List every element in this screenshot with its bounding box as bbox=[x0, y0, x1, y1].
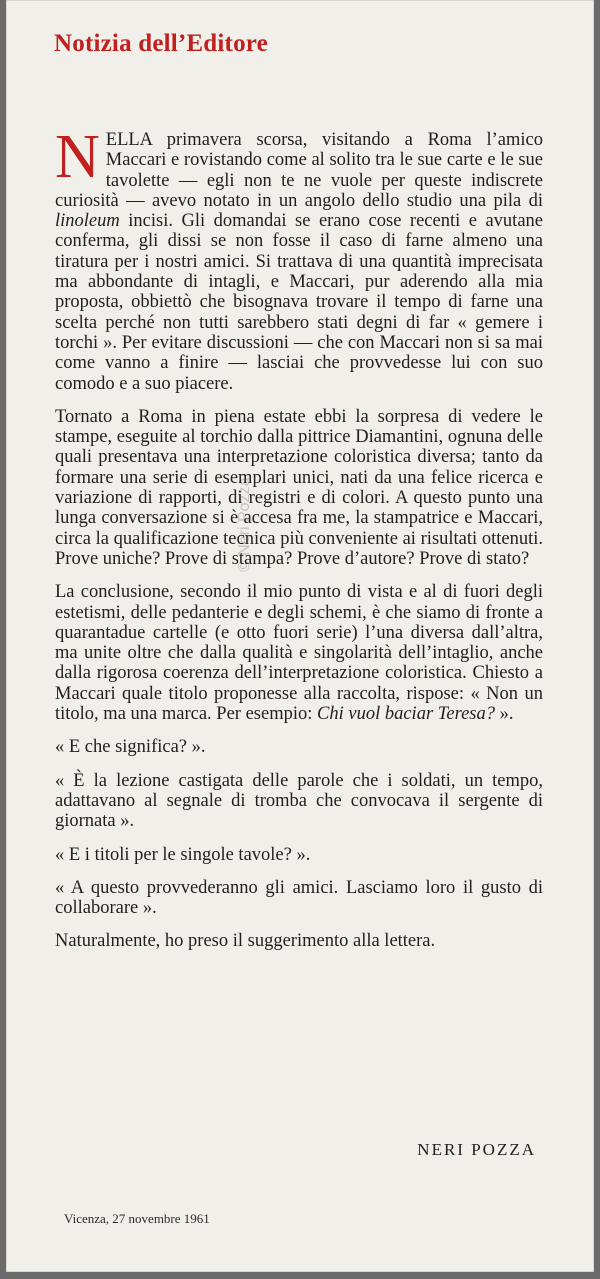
date-line: Vicenza, 27 novembre 1961 bbox=[64, 1211, 210, 1226]
paragraph-5: « È la lezione castigata delle parole che i soldati, un tempo, adattavano al segnale di tromba che convocava il sergente di giornata ». bbox=[55, 770, 543, 832]
paragraph-1-text: ELLA primavera scorsa, visitando a Roma l’amico Maccari e rovistando come al solito tra le sue carte e le sue tavolette — egli non te ne vuole per queste indiscrete curiosità — avevo notato in un angolo dello studio una pila di bbox=[55, 130, 543, 211]
paragraph-1 bbox=[55, 123, 543, 394]
paragraph-2: Tornato a Roma in piena estate ebbi la sorpresa di vedere le stampe, eseguite al torchio dalla pittrice Diamantini, ognuna delle quali presentava una interpretazione coloristica diversa; tanto da formare una serie di esemplari unici, nati da una felice ricerca e variazione di rapporti, di registri e di colori. A questo punto una lunga conversazione si è accesa fra me, la stampatrice e Maccari, circa la qualificazione tecnica più conveniente ai risultati ottenuti. Prove uniche? Prove di stampa? Prove d’autore? Prove di stato? bbox=[55, 406, 543, 569]
page-title: Notizia dell’Editore bbox=[54, 30, 268, 57]
paragraph-3-end: ». bbox=[495, 704, 514, 725]
page-sheet bbox=[6, 0, 594, 1272]
watermark-text: © Neri Pozza bbox=[236, 477, 253, 572]
paragraph-7: « A questo provvederanno gli amici. Lasciamo loro il gusto di collaborare ». bbox=[55, 877, 543, 919]
paragraph-8: Naturalmente, ho preso il suggerimento alla lettera. bbox=[55, 931, 436, 952]
paragraph-3-text: La conclusione, secondo il mio punto di vista e al di fuori degli estetismi, delle pedanterie e degli schemi, è che siamo di fronte a quarantadue cartelle (e otto fuori serie) l’una diversa dall’altra, ma unite oltre che dalla qualità e singolarità dell’intaglio, anche dalla rigorosa coerenza dell’interpretazione coloristica. Chiesto a Maccari quale titolo proponesse alla raccolta, rispose: « Non un titolo, ma una marca. Per esempio: bbox=[55, 582, 543, 725]
paragraph-3 bbox=[55, 582, 543, 724]
paragraph-4: « E che significa? ». bbox=[55, 737, 206, 758]
dropcap-letter: N bbox=[55, 123, 100, 191]
paragraph-3-italic: Chi vuol baciar Teresa? bbox=[317, 704, 495, 725]
article-body bbox=[55, 123, 543, 965]
paragraph-6: « E i titoli per le singole tavole? ». bbox=[55, 844, 311, 865]
paragraph-1-rest: incisi. Gli domandai se erano cose recenti e avutane conferma, gli dissi se non fosse il caso di farne almeno una tiratura per i nostri amici. Si trattava di una quantità imprecisata ma abbondante di intagli, e Maccari, pur aderendo alla mia proposta, obbiettò che bisognava trovare il tempo di farne una scelta perché non tutti sarebbero stati degni di far « gemere i torchi ». Per evitare discussioni — che con Maccari non si sa mai come vanno a finire — lasciai che provvedesse lui con suo comodo e a suo piacere. bbox=[55, 211, 543, 394]
author-signature: NERI POZZA bbox=[417, 1140, 536, 1159]
paragraph-1-italic: linoleum bbox=[55, 211, 120, 232]
